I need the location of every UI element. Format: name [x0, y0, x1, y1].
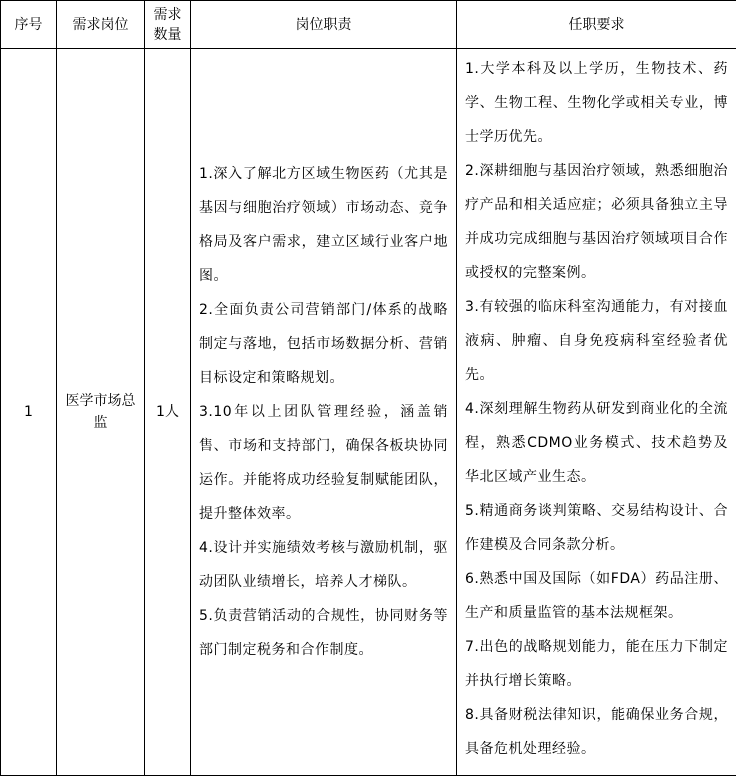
header-count-text: 需求数量	[153, 6, 182, 43]
table-header-row	[1, 1, 736, 49]
duty-item-2: 2.全面负责公司营销部门/体系的战略制定与落地，包括市场数据分析、营销目标设定和策略规划。	[199, 302, 448, 386]
requirement-item-8: 8.具备财税法律知识，能确保业务合规，具备危机处理经验。	[465, 707, 728, 757]
row-requirements	[457, 49, 736, 776]
header-index: 序号	[1, 1, 57, 49]
requirement-item-6: 6.熟悉中国及国际（如FDA）药品注册、生产和质量监管的基本法规框架。	[465, 571, 728, 621]
duty-item-1: 1.深入了解北方区域生物医药（尤其是基因与细胞治疗领域）市场动态、竞争格局及客户需求，建立区域行业客户地图。	[199, 166, 448, 284]
requirement-item-2: 2.深耕细胞与基因治疗领域，熟悉细胞治疗产品和相关适应症；必须具备独立主导并成功完成细胞与基因治疗领域项目合作或授权的完整案例。	[465, 163, 728, 281]
requirement-item-3: 3.有较强的临床科室沟通能力，有对接血液病、肿瘤、自身免疫病科室经验者优先。	[465, 299, 728, 383]
requirement-item-4: 4.深刻理解生物药从研发到商业化的全流程，熟悉CDMO业务模式、技术趋势及华北区域产业生态。	[465, 401, 728, 485]
header-requirements: 任职要求	[457, 1, 736, 49]
header-duties: 岗位职责	[191, 1, 457, 49]
row-index: 1	[1, 49, 57, 776]
row-duties	[191, 49, 457, 776]
row-count: 1人	[145, 49, 191, 776]
requirement-item-7: 7.出色的战略规划能力，能在压力下制定并执行增长策略。	[465, 639, 728, 689]
requirement-item-5: 5.精通商务谈判策略、交易结构设计、合作建模及合同条款分析。	[465, 503, 728, 553]
header-position: 需求岗位	[57, 1, 145, 49]
duty-item-5: 5.负责营销活动的合规性，协同财务等部门制定税务和合作制度。	[199, 608, 448, 658]
row-position-text: 医学市场总监	[65, 393, 136, 431]
header-count	[145, 1, 191, 49]
duty-item-4: 4.设计并实施绩效考核与激励机制，驱动团队业绩增长，培养人才梯队。	[199, 540, 448, 590]
duty-item-3: 3.10年以上团队管理经验，涵盖销售、市场和支持部门，确保各板块协同运作。并能将成功经验复制赋能团队，提升整体效率。	[199, 404, 448, 522]
requirement-item-1: 1.大学本科及以上学历，生物技术、药学、生物工程、生物化学或相关专业，博士学历优先。	[465, 61, 728, 145]
table-row	[1, 49, 736, 776]
row-position	[57, 49, 145, 776]
